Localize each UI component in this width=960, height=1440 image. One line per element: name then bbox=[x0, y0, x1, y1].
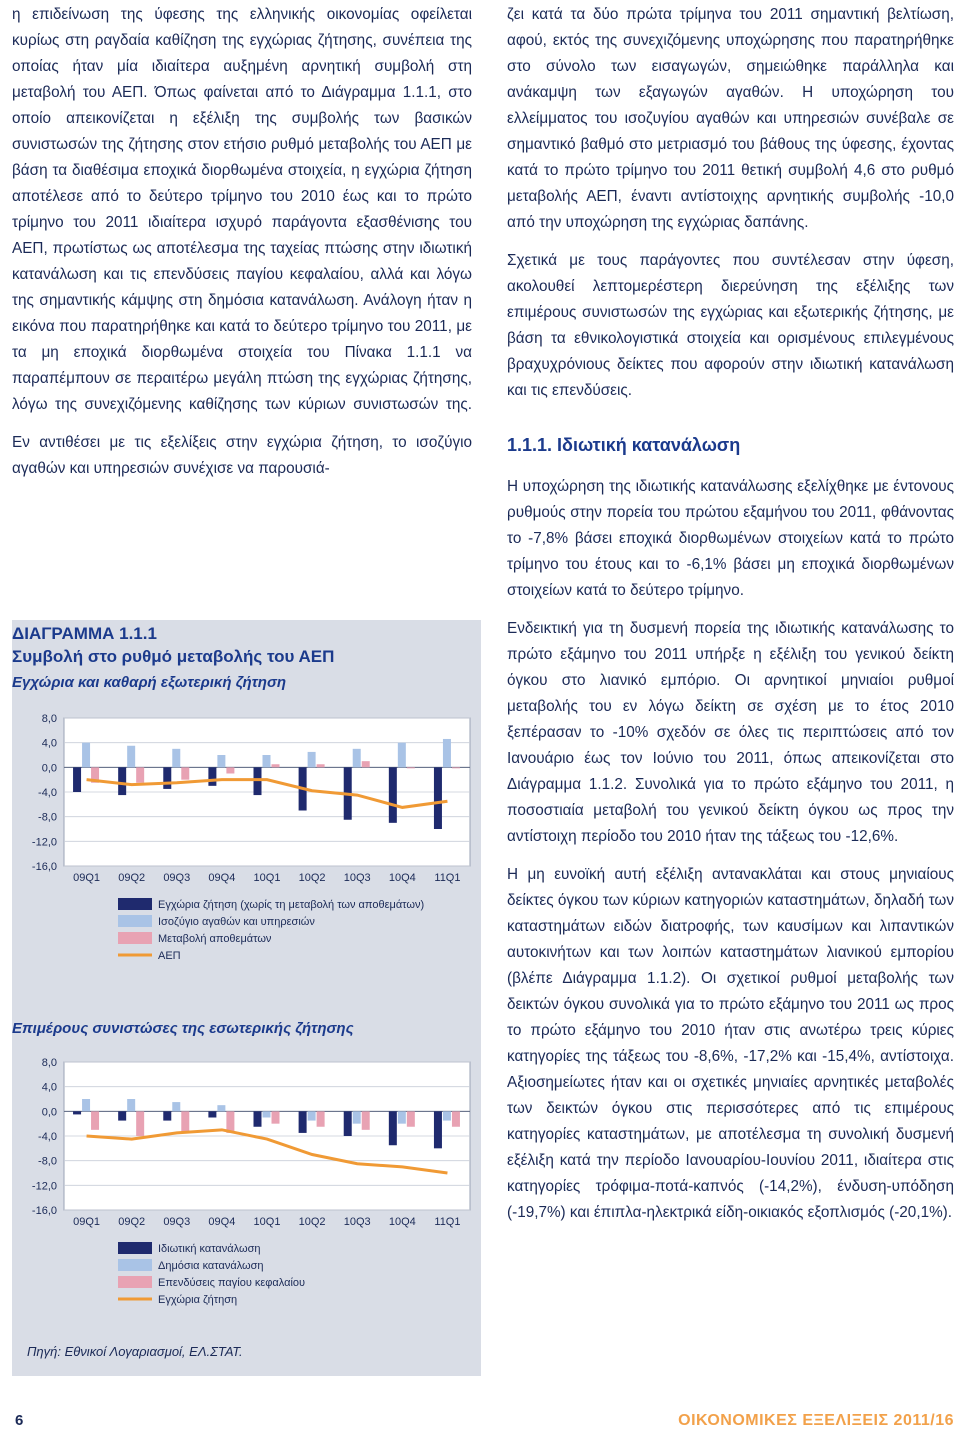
body-paragraph: Η μη ευνοϊκή αυτή εξέλιξη αντανακλάται και στους μηνιαίους δείκτες όγκου των κύριων κατηγοριών καταστημάτων, δηλαδή των καταστημάτων ειδών διατροφής, των καυσίμων και λιπαντικών αυτοκινήτων και των λοιπών καταστημάτων λιανικού εμπορίου (βλέπε Διάγραμμα 1.1.2). Οι σχετικοί ρυθμοί μεταβολής των δεικτών όγκου συνολικά για το πρώτο εξάμηνο του 2011 ως προς το πρώτο εξάμηνο του 2010 ήταν στις ανωτέρω τρεις κύριες κατηγορίες της τάξεως του -8,6%, -17,2% και -15,4%, αντίστοιχα. Αξιοσημείωτες ήταν και οι σχετικές μηνιαίες αρνητικές μεταβολές των δεικτών όγκου στις περισσότερες από τις επιμέρους κατηγορίες καταστημάτων, με αποτέλεσμα τη συνολική δυσμενή εξέλιξη κατά την περίοδο Ιανουαρίου-Ιουνίου 2011, ιδιαίτερα στις κατηγορίες τρόφιμα-ποτά-καπνός (-14,2%), ένδυση-υπόδηση (-19,7%) και έπιπλα-ηλεκτρικά είδη-οικιακός εξοπλισμός (-20,1%). bbox=[507, 866, 954, 1221]
y-tick-label: 4,0 bbox=[41, 737, 57, 750]
bar bbox=[172, 1102, 180, 1111]
bar bbox=[226, 767, 234, 773]
body-paragraph: Η υποχώρηση της ιδιωτικής κατανάλωσης εξελίχθηκε με έντονους ρυθμούς στην πορεία του πρώτου εξαμήνου του 2011, φθάνοντας το -7,8% βάσει εποχικά διορθωμένων στοιχείων κατά το πρώτο τρίμηνο του έτους και το -6,1% βάσει μη εποχικά διορθωμένων στοιχείων κατά το δεύτερο τρίμηνο. bbox=[507, 478, 954, 599]
bar bbox=[136, 767, 144, 782]
bar bbox=[452, 1111, 460, 1126]
y-tick-label: -16,0 bbox=[31, 861, 57, 873]
page-number: 6 bbox=[15, 1412, 24, 1429]
x-tick-label: 10Q3 bbox=[343, 872, 371, 884]
right-column bbox=[507, 2, 954, 1238]
y-tick-label: -12,0 bbox=[31, 1180, 57, 1193]
x-tick-label: 10Q2 bbox=[298, 1216, 326, 1228]
y-tick-label: -12,0 bbox=[31, 836, 57, 849]
bar bbox=[254, 767, 262, 795]
bar bbox=[127, 746, 135, 768]
legend-label: ΑΕΠ bbox=[158, 950, 181, 962]
x-tick-label: 09Q2 bbox=[118, 1216, 146, 1228]
y-tick-label: 4,0 bbox=[41, 1081, 57, 1094]
y-tick-label: 0,0 bbox=[41, 762, 57, 775]
bar bbox=[73, 1111, 81, 1114]
legend-swatch bbox=[118, 932, 152, 944]
left-column bbox=[12, 2, 472, 494]
figure-title: Συμβολή στο ρυθμό μεταβολής του ΑΕΠ bbox=[12, 647, 335, 666]
x-tick-label: 09Q3 bbox=[163, 872, 191, 884]
x-tick-label: 09Q1 bbox=[73, 872, 101, 884]
y-tick-label: 8,0 bbox=[41, 713, 57, 725]
bar bbox=[127, 1099, 135, 1111]
bar bbox=[82, 743, 90, 768]
y-tick-label: 0,0 bbox=[41, 1106, 57, 1119]
body-paragraph: Ενδεικτική για τη δυσμενή πορεία της ιδιωτικής κατανάλωσης το πρώτο εξάμηνο του 2011 υπήρξε η εξέλιξη του γενικού δείκτη όγκου στο λιανικό εμπόριο. Οι αρνητικοί μηνιαίοι ρυθμοί μεταβολής του εν λόγω δείκτη σε σχέση με το έτος 2010 ξεπέρασαν το -10% σχεδόν σε όλες τις περιπτώσεις από τον Ιανουάριο έως τον Ιούνιο του 2011, όπως απεικονίζεται στο Διάγραμμα 1.1.2. Συνολικά για το πρώτο εξάμηνο του 2011, η ποσοστιαία μεταβολή του γενικού δείκτη όγκου ως προς την αντίστοιχη περίοδο του 2010 ήταν της τάξεως του -12,6%. bbox=[507, 620, 954, 845]
x-tick-label: 11Q1 bbox=[434, 1216, 461, 1228]
bar bbox=[217, 1105, 225, 1111]
body-paragraph: ζει κατά τα δύο πρώτα τρίμηνα του 2011 σημαντική βελτίωση, αφού, εκτός της συνεχιζόμενης υποχώρησης που παρατηρήθηκε στο σύνολο των εισαγωγών, σημειώθηκε παράλληλα και ανάκαμψη των εξαγωγών αγαθών. Η υποχώρηση του ελλείμματος του ισοζυγίου αγαθών και υπηρεσιών συνέβαλε σε σημαντικό βαθμό στο μετριασμό του βάθους της ύφεσης, έχοντας κατά το πρώτο τρίμηνο του 2011 θετική συμβολή 4,6 στο ρυθμό μεταβολής ΑΕΠ, έναντι αντίστοιχης αρνητικής συμβολής -10,0 από την υποχώρηση της εγχώριας δαπάνης. bbox=[507, 6, 954, 231]
y-tick-label: -4,0 bbox=[38, 787, 57, 799]
legend-swatch bbox=[118, 1276, 152, 1288]
legend-label: Εγχώρια ζήτηση (χωρίς τη μεταβολή των αποθεμάτων) bbox=[158, 899, 425, 911]
chart-1-subtitle: Εγχώρια και καθαρή εξωτερική ζήτηση bbox=[12, 674, 287, 691]
bar bbox=[254, 1111, 262, 1126]
bar bbox=[389, 767, 397, 823]
bar bbox=[263, 1111, 271, 1117]
body-paragraph: Σχετικά με τους παράγοντες που συντέλεσαν στην ύφεση, ακολουθεί λεπτομερέστερη διερεύνηση της εξέλιξης των επιμέρους συνιστωσών της εγχώριας και εξωτερικής ζήτησης, με βάση τα εθνικολογιστικά στοιχεία και ορισμένους επιλεγμένους βραχυχρόνιους δείκτες που αφορούν στην ιδιωτική κατανάλωση και τις επενδύσεις. bbox=[507, 252, 954, 399]
x-tick-label: 09Q1 bbox=[73, 1216, 101, 1228]
bar bbox=[452, 767, 460, 768]
x-tick-label: 09Q4 bbox=[208, 872, 236, 884]
bar bbox=[118, 1111, 126, 1120]
bar bbox=[344, 1111, 352, 1136]
bar bbox=[272, 1111, 280, 1123]
x-tick-label: 09Q2 bbox=[118, 872, 146, 884]
figure-label: ΔΙΑΓΡΑΜΜΑ 1.1.1 bbox=[12, 624, 157, 643]
y-tick-label: -8,0 bbox=[38, 811, 57, 824]
bar bbox=[353, 1111, 361, 1123]
x-tick-label: 09Q4 bbox=[208, 1216, 236, 1228]
bar bbox=[172, 749, 180, 768]
bar bbox=[217, 755, 225, 767]
x-tick-label: 10Q1 bbox=[253, 1216, 281, 1228]
legend-swatch bbox=[118, 915, 152, 927]
bar bbox=[434, 1111, 442, 1148]
body-paragraph: η επιδείνωση της ύφεσης της ελληνικής οικονομίας οφείλεται κυρίως στη ραγδαία καθίζηση της εγχώριας ζήτησης, συνέπεια της οποίας ήταν μία ιδιαίτερα αυξημένη αρνητική συμβολή στη μεταβολή του ΑΕΠ. Όπως φαίνεται από το Διάγραμμα 1.1.1, στο οποίο απεικονίζεται η εξέλιξη της συμβολής των βασικών συνιστωσών της ζήτησης στον ετήσιο ρυθμό μεταβολής του ΑΕΠ με βάση τα διαθέσιμα εποχικά διορθωμένα στοιχεία, η εγχώρια ζήτηση αποτέλεσε από το δεύτερο τρίμηνο του 2010 έως και το πρώτο τρίμηνο του 2011 ιδιαίτερα ισχυρό παράγοντα εξασθένισης του ΑΕΠ, πρωτίστως ως αποτέλεσμα της ταχείας πτώσης στην ιδιωτική κατανάλωση και τις επενδύσεις παγίου κεφαλαίου, αλλά και λόγω της σημαντικής κάμψης στη δημόσια κατανάλωση. Ανάλογη ήταν η εικόνα που παρατηρήθηκε και κατά το δεύτερο τρίμηνο του 2011, με τα μη εποχικά διορθωμένα στοιχεία του Πίνακα 1.1.1 να παραπέμπουν σε περαιτέρω μεγάλη πτώση της εγχώριας ζήτησης, λόγω της συνεχιζόμενης καθίζησης των κύριων συνιστωσών της. bbox=[12, 6, 472, 413]
bar bbox=[272, 764, 280, 767]
bar bbox=[181, 767, 189, 779]
bar bbox=[353, 749, 361, 768]
x-tick-label: 10Q1 bbox=[253, 872, 281, 884]
bar bbox=[407, 767, 415, 768]
x-tick-label: 10Q2 bbox=[298, 872, 326, 884]
bar bbox=[389, 1111, 397, 1145]
bar bbox=[398, 1111, 406, 1123]
bar bbox=[362, 761, 370, 767]
bar bbox=[308, 1111, 316, 1120]
x-tick-label: 11Q1 bbox=[434, 872, 461, 884]
legend-label: Ισοζύγιο αγαθών και υπηρεσιών bbox=[158, 916, 315, 928]
legend-label: Μεταβολή αποθεμάτων bbox=[158, 933, 272, 945]
chart-2-subtitle: Επιμέρους συνιστώσες της εσωτερικής ζήτησης bbox=[12, 1020, 354, 1037]
bar bbox=[136, 1111, 144, 1136]
y-tick-label: -16,0 bbox=[31, 1205, 57, 1217]
x-tick-label: 10Q4 bbox=[388, 1216, 416, 1228]
bar bbox=[91, 1111, 99, 1130]
bar bbox=[362, 1111, 370, 1130]
bar bbox=[118, 767, 126, 795]
figure-1-1-1 bbox=[12, 620, 481, 1376]
legend-swatch bbox=[118, 1242, 152, 1254]
bar bbox=[317, 1111, 325, 1126]
footer-publication-title: ΟΙΚΟΝΟΜΙΚΕΣ ΕΞΕΛΙΞΕΙΣ 2011/16 bbox=[678, 1412, 954, 1429]
legend-label: Επενδύσεις παγίου κεφαλαίου bbox=[158, 1277, 306, 1289]
bar bbox=[434, 767, 442, 829]
legend-label: Ιδιωτική κατανάλωση bbox=[158, 1243, 261, 1255]
figure-source: Πηγή: Εθνικοί Λογαριασμοί, ΕΛ.ΣΤΑΤ. bbox=[27, 1344, 243, 1359]
bar bbox=[73, 767, 81, 792]
bar bbox=[163, 1111, 171, 1120]
bar bbox=[407, 1111, 415, 1126]
bar bbox=[82, 1099, 90, 1111]
y-tick-label: 8,0 bbox=[41, 1057, 57, 1069]
body-paragraph: Εν αντιθέσει με τις εξελίξεις στην εγχώρια ζήτηση, το ισοζύγιο αγαθών και υπηρεσιών συνέχισε να παρουσιά- bbox=[12, 434, 472, 477]
y-tick-label: -4,0 bbox=[38, 1131, 57, 1143]
legend-swatch bbox=[118, 1259, 152, 1271]
x-tick-label: 10Q4 bbox=[388, 872, 416, 884]
chart-domestic-external-demand bbox=[12, 706, 481, 996]
bar bbox=[208, 1111, 216, 1117]
bar bbox=[263, 755, 271, 767]
bar bbox=[317, 764, 325, 767]
chart-domestic-demand-components bbox=[12, 1050, 481, 1340]
bar bbox=[308, 752, 316, 767]
bar bbox=[299, 1111, 307, 1133]
legend-label: Εγχώρια ζήτηση bbox=[158, 1294, 238, 1306]
bar bbox=[443, 739, 451, 767]
bar bbox=[443, 1111, 451, 1120]
bar bbox=[163, 767, 171, 789]
legend-label: Δημόσια κατανάλωση bbox=[158, 1260, 264, 1272]
subsection-heading: 1.1.1. Ιδιωτική κατανάλωση bbox=[507, 435, 741, 455]
x-tick-label: 10Q3 bbox=[343, 1216, 371, 1228]
legend-swatch bbox=[118, 898, 152, 910]
y-tick-label: -8,0 bbox=[38, 1155, 57, 1168]
bar bbox=[208, 767, 216, 786]
bar bbox=[181, 1111, 189, 1133]
x-tick-label: 09Q3 bbox=[163, 1216, 191, 1228]
bar bbox=[398, 743, 406, 768]
